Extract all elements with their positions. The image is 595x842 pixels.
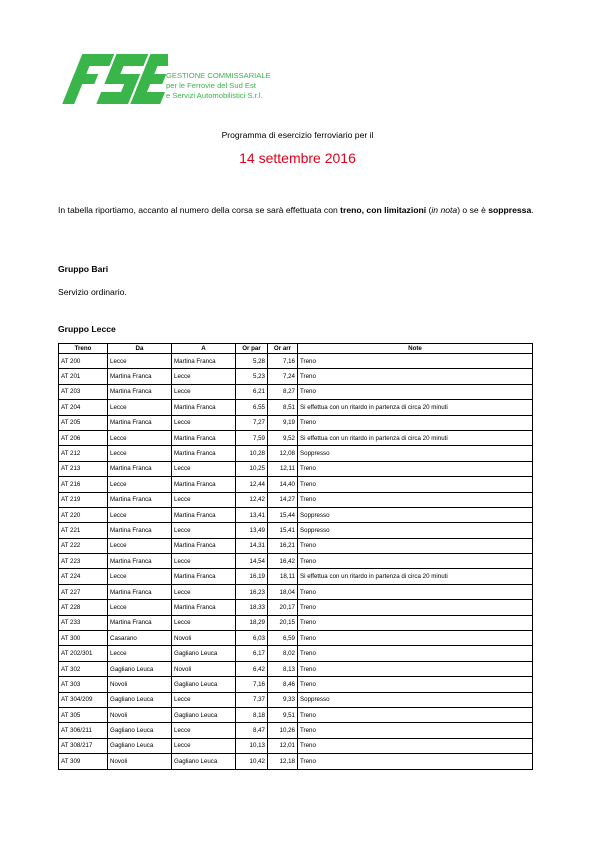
- table-row: [59, 631, 533, 646]
- table-row: [59, 477, 533, 492]
- departure-cell: 12,44: [236, 477, 268, 492]
- departure-cell: 6,17: [236, 646, 268, 661]
- train-number-cell: AT 220: [59, 507, 108, 522]
- note-cell: Soppresso: [298, 692, 533, 707]
- to-cell: Martina Franca: [172, 354, 236, 369]
- to-cell: Novoli: [172, 661, 236, 676]
- to-cell: Martina Franca: [172, 446, 236, 461]
- to-cell: Martina Franca: [172, 400, 236, 415]
- from-cell: Novoli: [108, 707, 172, 722]
- to-cell: Lecce: [172, 584, 236, 599]
- table-row: [59, 677, 533, 692]
- arrival-cell: 7,16: [268, 354, 298, 369]
- arrival-cell: 9,52: [268, 430, 298, 445]
- to-cell: Martina Franca: [172, 430, 236, 445]
- arrival-cell: 12,08: [268, 446, 298, 461]
- company-name: [166, 71, 271, 101]
- train-number-cell: AT 300: [59, 631, 108, 646]
- departure-cell: 7,16: [236, 677, 268, 692]
- train-number-cell: AT 200: [59, 354, 108, 369]
- train-number-cell: AT 205: [59, 415, 108, 430]
- departure-cell: 7,59: [236, 430, 268, 445]
- table-row: [59, 523, 533, 538]
- train-number-cell: AT 219: [59, 492, 108, 507]
- to-cell: Martina Franca: [172, 538, 236, 553]
- from-cell: Lecce: [108, 569, 172, 584]
- table-row: [59, 600, 533, 615]
- table-row: [59, 354, 533, 369]
- table-row: [59, 707, 533, 722]
- departure-cell: 16,19: [236, 569, 268, 584]
- from-cell: Lecce: [108, 600, 172, 615]
- intro-italic-note: in nota: [431, 205, 458, 215]
- to-cell: Martina Franca: [172, 600, 236, 615]
- from-cell: Novoli: [108, 754, 172, 769]
- departure-cell: 8,47: [236, 723, 268, 738]
- table-row: [59, 492, 533, 507]
- column-header-to: A: [172, 344, 236, 354]
- company-line: per le Ferrovie del Sud Est: [166, 81, 256, 90]
- note-cell: Si effettua con un ritardo in partenza di circa 20 minuti: [298, 400, 533, 415]
- to-cell: Lecce: [172, 615, 236, 630]
- departure-cell: 14,31: [236, 538, 268, 553]
- note-cell: Treno: [298, 754, 533, 769]
- arrival-cell: 8,13: [268, 661, 298, 676]
- arrival-cell: 12,18: [268, 754, 298, 769]
- table-row: [59, 461, 533, 476]
- note-cell: Soppresso: [298, 446, 533, 461]
- to-cell: Lecce: [172, 369, 236, 384]
- arrival-cell: 16,21: [268, 538, 298, 553]
- to-cell: Martina Franca: [172, 477, 236, 492]
- from-cell: Lecce: [108, 354, 172, 369]
- fse-logo: [58, 50, 168, 108]
- program-date: 14 settembre 2016: [239, 150, 356, 166]
- departure-cell: 5,23: [236, 369, 268, 384]
- arrival-cell: 8,46: [268, 677, 298, 692]
- from-cell: Lecce: [108, 430, 172, 445]
- note-cell: Treno: [298, 615, 533, 630]
- train-number-cell: AT 222: [59, 538, 108, 553]
- departure-cell: 6,55: [236, 400, 268, 415]
- schedule-table: [58, 343, 533, 770]
- note-cell: Treno: [298, 461, 533, 476]
- note-cell: Treno: [298, 723, 533, 738]
- table-header-row: [59, 344, 533, 354]
- train-number-cell: AT 221: [59, 523, 108, 538]
- intro-text: In tabella riportiamo, accanto al numero della corsa se sarà effettuata con: [58, 205, 341, 215]
- program-label: Programma di esercizio ferroviario per il: [221, 130, 374, 140]
- arrival-cell: 9,19: [268, 415, 298, 430]
- from-cell: Martina Franca: [108, 523, 172, 538]
- table-row: [59, 538, 533, 553]
- arrival-cell: 15,44: [268, 507, 298, 522]
- arrival-cell: 6,59: [268, 631, 298, 646]
- table-row: [59, 415, 533, 430]
- table-row: [59, 446, 533, 461]
- from-cell: Lecce: [108, 646, 172, 661]
- note-cell: Soppresso: [298, 523, 533, 538]
- note-cell: Treno: [298, 354, 533, 369]
- departure-cell: 12,42: [236, 492, 268, 507]
- to-cell: Gagliano Leuca: [172, 754, 236, 769]
- logo-f-mid: [70, 74, 98, 84]
- arrival-cell: 14,40: [268, 477, 298, 492]
- table-row: [59, 692, 533, 707]
- train-number-cell: AT 216: [59, 477, 108, 492]
- from-cell: Martina Franca: [108, 584, 172, 599]
- table-row: [59, 430, 533, 445]
- from-cell: Gagliano Leuca: [108, 723, 172, 738]
- train-number-cell: AT 228: [59, 600, 108, 615]
- intro-bold-cancelled: soppressa: [488, 205, 532, 215]
- note-cell: Treno: [298, 477, 533, 492]
- from-cell: Martina Franca: [108, 615, 172, 630]
- departure-cell: 16,23: [236, 584, 268, 599]
- train-number-cell: AT 302: [59, 661, 108, 676]
- departure-cell: 10,13: [236, 738, 268, 753]
- column-header-from: Da: [108, 344, 172, 354]
- group-bari-service: Servizio ordinario.: [58, 287, 127, 297]
- arrival-cell: 18,04: [268, 584, 298, 599]
- from-cell: Lecce: [108, 446, 172, 461]
- arrival-cell: 9,33: [268, 692, 298, 707]
- column-header-departure: Or par: [236, 344, 268, 354]
- to-cell: Lecce: [172, 723, 236, 738]
- arrival-cell: 7,24: [268, 369, 298, 384]
- company-line: GESTIONE COMMISSARIALE: [166, 71, 271, 80]
- note-cell: Treno: [298, 661, 533, 676]
- from-cell: Lecce: [108, 477, 172, 492]
- to-cell: Lecce: [172, 415, 236, 430]
- table-row: [59, 507, 533, 522]
- departure-cell: 5,28: [236, 354, 268, 369]
- table-row: [59, 661, 533, 676]
- intro-text: ) o se è: [457, 205, 489, 215]
- note-cell: Treno: [298, 707, 533, 722]
- arrival-cell: 16,42: [268, 554, 298, 569]
- table-row: [59, 738, 533, 753]
- column-header-train: Treno: [59, 344, 108, 354]
- train-number-cell: AT 202/301: [59, 646, 108, 661]
- departure-cell: 14,54: [236, 554, 268, 569]
- to-cell: Martina Franca: [172, 569, 236, 584]
- company-line: e Servizi Automobilistici S.r.l.: [166, 91, 263, 100]
- to-cell: Lecce: [172, 692, 236, 707]
- departure-cell: 13,41: [236, 507, 268, 522]
- column-header-arrival: Or arr: [268, 344, 298, 354]
- to-cell: Gagliano Leuca: [172, 707, 236, 722]
- departure-cell: 10,28: [236, 446, 268, 461]
- train-number-cell: AT 308/217: [59, 738, 108, 753]
- departure-cell: 10,25: [236, 461, 268, 476]
- departure-cell: 7,37: [236, 692, 268, 707]
- note-cell: Treno: [298, 646, 533, 661]
- from-cell: Martina Franca: [108, 369, 172, 384]
- train-number-cell: AT 204: [59, 400, 108, 415]
- arrival-cell: 12,01: [268, 738, 298, 753]
- from-cell: Lecce: [108, 507, 172, 522]
- train-number-cell: AT 303: [59, 677, 108, 692]
- train-number-cell: AT 227: [59, 584, 108, 599]
- arrival-cell: 20,17: [268, 600, 298, 615]
- from-cell: Martina Franca: [108, 461, 172, 476]
- departure-cell: 6,21: [236, 384, 268, 399]
- from-cell: Novoli: [108, 677, 172, 692]
- from-cell: Gagliano Leuca: [108, 661, 172, 676]
- train-number-cell: AT 224: [59, 569, 108, 584]
- arrival-cell: 8,02: [268, 646, 298, 661]
- arrival-cell: 8,51: [268, 400, 298, 415]
- arrival-cell: 20,15: [268, 615, 298, 630]
- departure-cell: 13,49: [236, 523, 268, 538]
- group-bari-title: Gruppo Bari: [58, 264, 109, 274]
- table-row: [59, 615, 533, 630]
- schedule-body: [59, 354, 533, 770]
- from-cell: Lecce: [108, 400, 172, 415]
- note-cell: Treno: [298, 415, 533, 430]
- note-cell: Treno: [298, 738, 533, 753]
- note-cell: Si effettua con un ritardo in partenza di circa 20 minuti: [298, 430, 533, 445]
- train-number-cell: AT 203: [59, 384, 108, 399]
- to-cell: Gagliano Leuca: [172, 677, 236, 692]
- note-cell: Treno: [298, 538, 533, 553]
- train-number-cell: AT 304/209: [59, 692, 108, 707]
- train-number-cell: AT 213: [59, 461, 108, 476]
- note-cell: Treno: [298, 369, 533, 384]
- intro-paragraph: [58, 203, 544, 218]
- train-number-cell: AT 206: [59, 430, 108, 445]
- from-cell: Martina Franca: [108, 554, 172, 569]
- arrival-cell: 14,27: [268, 492, 298, 507]
- departure-cell: 10,42: [236, 754, 268, 769]
- table-row: [59, 584, 533, 599]
- to-cell: Martina Franca: [172, 507, 236, 522]
- note-cell: Si effettua con un ritardo in partenza di circa 20 minuti: [298, 569, 533, 584]
- table-row: [59, 384, 533, 399]
- from-cell: Martina Franca: [108, 492, 172, 507]
- train-number-cell: AT 305: [59, 707, 108, 722]
- to-cell: Lecce: [172, 461, 236, 476]
- table-row: [59, 646, 533, 661]
- note-cell: Treno: [298, 584, 533, 599]
- from-cell: Gagliano Leuca: [108, 738, 172, 753]
- arrival-cell: 12,11: [268, 461, 298, 476]
- table-row: [59, 723, 533, 738]
- intro-bold-train: treno, con limitazioni: [340, 205, 427, 215]
- table-row: [59, 400, 533, 415]
- table-row: [59, 554, 533, 569]
- intro-text: .: [531, 205, 534, 215]
- note-cell: Treno: [298, 631, 533, 646]
- from-cell: Casarano: [108, 631, 172, 646]
- from-cell: Martina Franca: [108, 415, 172, 430]
- arrival-cell: 9,51: [268, 707, 298, 722]
- to-cell: Lecce: [172, 384, 236, 399]
- column-header-notes: Note: [298, 344, 533, 354]
- train-number-cell: AT 212: [59, 446, 108, 461]
- to-cell: Novoli: [172, 631, 236, 646]
- from-cell: Lecce: [108, 538, 172, 553]
- from-cell: Gagliano Leuca: [108, 692, 172, 707]
- train-number-cell: AT 309: [59, 754, 108, 769]
- departure-cell: 18,29: [236, 615, 268, 630]
- arrival-cell: 18,11: [268, 569, 298, 584]
- to-cell: Lecce: [172, 738, 236, 753]
- departure-cell: 18,33: [236, 600, 268, 615]
- table-row: [59, 569, 533, 584]
- train-number-cell: AT 306/211: [59, 723, 108, 738]
- note-cell: Treno: [298, 554, 533, 569]
- departure-cell: 6,42: [236, 661, 268, 676]
- arrival-cell: 8,27: [268, 384, 298, 399]
- table-row: [59, 754, 533, 769]
- note-cell: Treno: [298, 600, 533, 615]
- note-cell: Treno: [298, 677, 533, 692]
- note-cell: Soppresso: [298, 507, 533, 522]
- intro-text: (: [426, 205, 432, 215]
- table-row: [59, 369, 533, 384]
- note-cell: Treno: [298, 384, 533, 399]
- to-cell: Lecce: [172, 554, 236, 569]
- to-cell: Lecce: [172, 523, 236, 538]
- note-cell: Treno: [298, 492, 533, 507]
- train-number-cell: AT 201: [59, 369, 108, 384]
- to-cell: Lecce: [172, 492, 236, 507]
- arrival-cell: 15,41: [268, 523, 298, 538]
- to-cell: Gagliano Leuca: [172, 646, 236, 661]
- arrival-cell: 10,26: [268, 723, 298, 738]
- departure-cell: 6,03: [236, 631, 268, 646]
- group-lecce-title: Gruppo Lecce: [58, 324, 116, 334]
- from-cell: Martina Franca: [108, 384, 172, 399]
- departure-cell: 7,27: [236, 415, 268, 430]
- departure-cell: 8,18: [236, 707, 268, 722]
- train-number-cell: AT 223: [59, 554, 108, 569]
- train-number-cell: AT 233: [59, 615, 108, 630]
